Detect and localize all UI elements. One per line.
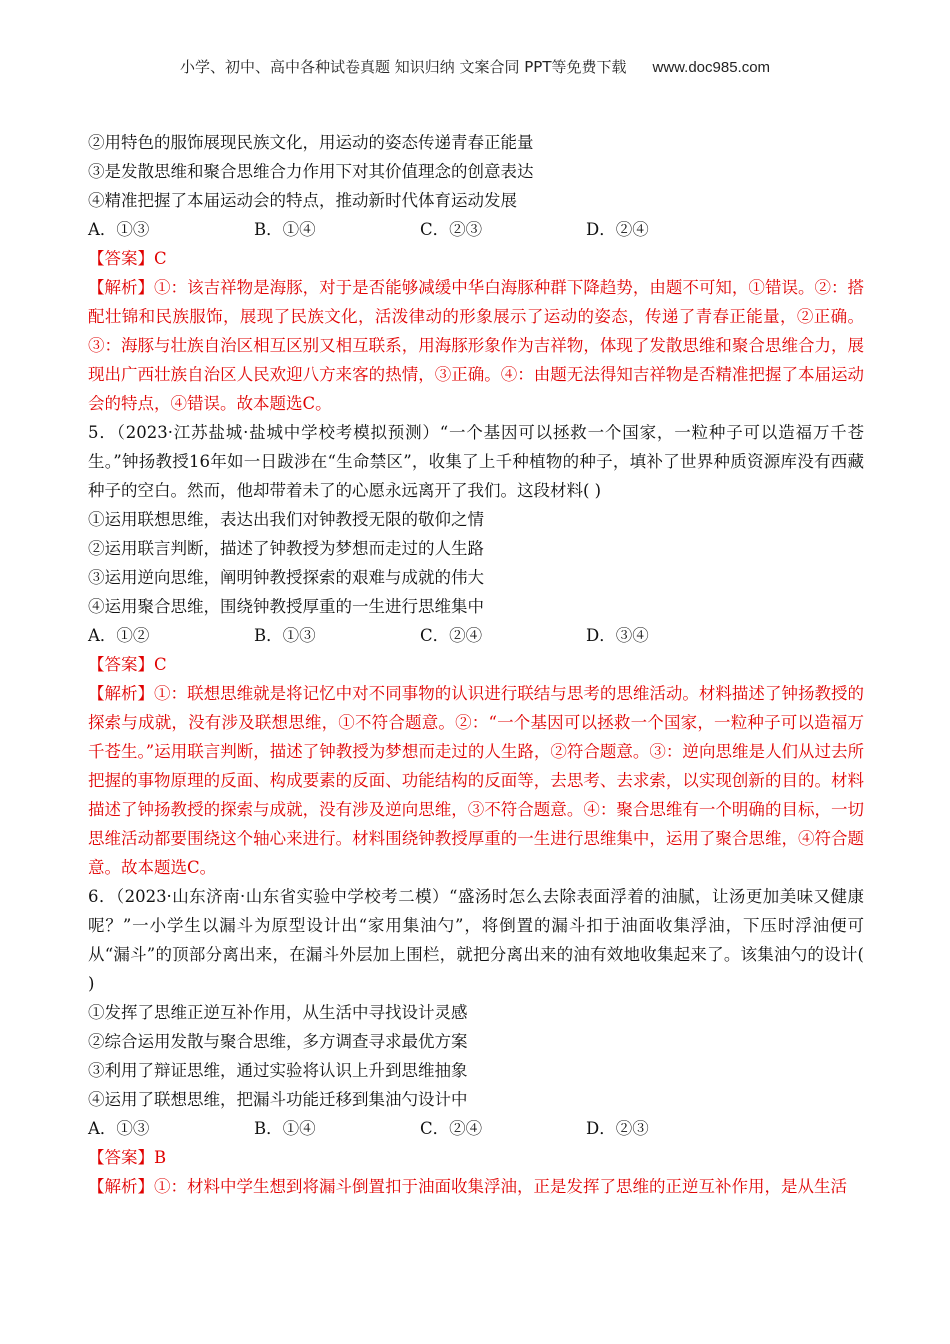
q6-option-c: C．②④	[420, 1119, 483, 1138]
q6-option-b: B．①④	[254, 1119, 316, 1138]
q4-options	[88, 215, 864, 244]
q6-options	[88, 1114, 864, 1143]
q6-option-a: A．①③	[88, 1119, 150, 1138]
q5-stem: 5．（2023·江苏盐城·盐城中学校考模拟预测）“一个基因可以拯救一个国家，一粒种子可以造福万千苍生。”钟扬教授16年如一日跋涉在“生命禁区”，收集了上千种植物的种子，填补了世界种质资源库没有西藏种子的空白。然而，他却带着未了的心愿永远离开了我们。这段材料( )	[88, 423, 864, 500]
question-4-continued	[88, 128, 864, 418]
question-5	[88, 418, 864, 882]
q4-analysis: 【解析】①：该吉祥物是海豚，对于是否能够减缓中华白海豚种群下降趋势，由题不可知，①错误。②：搭配壮锦和民族服饰，展现了民族文化，活泼律动的形象展示了运动的姿态，传递了青春正能量，②正确。③：海豚与壮族自治区相互区别又相互联系，用海豚形象作为吉祥物，体现了发散思维和聚合思维合力，展现出广西壮族自治区人民欢迎八方来客的热情，③正确。④：由题无法得知吉祥物是否精准把握了本届运动会的特点，④错误。故本题选C。	[88, 278, 864, 413]
q6-option-d: D．②③	[586, 1119, 649, 1138]
q6-statement-3: ③利用了辩证思维，通过实验将认识上升到思维抽象	[88, 1061, 468, 1080]
q6-statement-1: ①发挥了思维正逆互补作用，从生活中寻找设计灵感	[88, 1003, 468, 1022]
q4-option-b: B．①④	[254, 220, 316, 239]
q4-statement-4: ④精准把握了本届运动会的特点，推动新时代体育运动发展	[88, 191, 517, 210]
q5-statement-3: ③运用逆向思维，阐明钟教授探索的艰难与成就的伟大	[88, 568, 484, 587]
q4-statement-3: ③是发散思维和聚合思维合力作用下对其价值理念的创意表达	[88, 162, 534, 181]
q5-analysis: 【解析】①：联想思维就是将记忆中对不同事物的认识进行联结与思考的思维活动。材料描述了钟扬教授的探索与成就，没有涉及联想思维，①不符合题意。②：“一个基因可以拯救一个国家，一粒种子可以造福万千苍生。”运用联言判断，描述了钟教授为梦想而走过的人生路，②符合题意。③：逆向思维是人们从过去所把握的事物原理的反面、构成要素的反面、功能结构的反面等，去思考、去求索，以实现创新的目的。材料描述了钟扬教授的探索与成就，没有涉及逆向思维，③不符合题意。④：聚合思维有一个明确的目标，一切思维活动都要围绕这个轴心来进行。材料围绕钟教授厚重的一生进行思维集中，运用了聚合思维，④符合题意。故本题选C。	[88, 684, 864, 877]
q5-option-c: C．②④	[420, 626, 483, 645]
q4-option-a: A．①③	[88, 220, 150, 239]
header-url[interactable]: www.doc985.com	[652, 59, 771, 76]
q6-analysis: 【解析】①：材料中学生想到将漏斗倒置扣于油面收集浮油，正是发挥了思维的正逆互补作用，是从生活	[88, 1177, 847, 1196]
page-header	[0, 56, 950, 77]
header-text: 小学、初中、高中各种试卷真题 知识归纳 文案合同 PPT等免费下载	[179, 58, 627, 76]
q5-option-d: D．③④	[586, 626, 649, 645]
q6-statement-4: ④运用了联想思维，把漏斗功能迁移到集油勺设计中	[88, 1090, 468, 1109]
q4-option-d: D．②④	[586, 220, 649, 239]
q5-option-b: B．①③	[254, 626, 316, 645]
q5-option-a: A．①②	[88, 626, 150, 645]
q5-options	[88, 621, 864, 650]
q5-statement-1: ①运用联想思维，表达出我们对钟教授无限的敬仰之情	[88, 510, 484, 529]
q5-statement-4: ④运用聚合思维，围绕钟教授厚重的一生进行思维集中	[88, 597, 484, 616]
document-body	[88, 128, 864, 1201]
q4-statement-2: ②用特色的服饰展现民族文化，用运动的姿态传递青春正能量	[88, 133, 534, 152]
q6-stem: 6．（2023·山东济南·山东省实验中学校考二模）“盛汤时怎么去除表面浮着的油腻，让汤更加美味又健康呢？”一小学生以漏斗为原型设计出“家用集油勺”，将倒置的漏斗扣于油面收集浮油，下压时浮油便可从“漏斗”的顶部分离出来，在漏斗外层加上围栏，就把分离出来的油有效地收集起来了。该集油勺的设计( )	[88, 887, 864, 993]
q6-answer: 【答案】B	[88, 1148, 167, 1167]
q5-answer: 【答案】C	[88, 655, 167, 674]
q4-option-c: C．②③	[420, 220, 483, 239]
q4-answer: 【答案】C	[88, 249, 167, 268]
question-6	[88, 882, 864, 1201]
q5-statement-2: ②运用联言判断，描述了钟教授为梦想而走过的人生路	[88, 539, 484, 558]
q6-statement-2: ②综合运用发散与聚合思维，多方调查寻求最优方案	[88, 1032, 468, 1051]
